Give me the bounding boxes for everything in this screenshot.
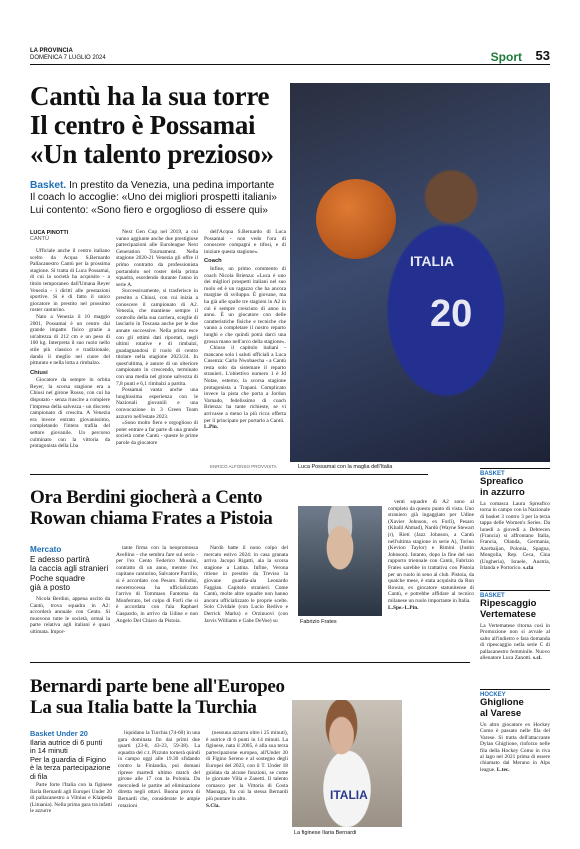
paragraph: Nicola Berdini, appena uscito da Cantù, trova squadra in A2: accorderà annuale con Cento. Si muovono tutte le società, ormai la parte relativa agli italiani è quasi ultimata. Impor- (30, 596, 110, 635)
third-column-1 (30, 782, 112, 828)
brief-text: Un altro giocatore ex Hockey Como è passato nelle fila del Varese. Si tratta dell'attaccante Dylan Ghiglione, rinforzo nelle fila della Hockey Como in riva al lago nel 2021 prima di essere chiamato dal Merano in Alps league. (480, 722, 550, 773)
masthead (30, 48, 106, 62)
brief-body (480, 501, 550, 601)
basketball (316, 179, 396, 259)
signature: S.Cla. (206, 802, 220, 809)
deck-line: Ilaria autrice di 6 punti (30, 737, 103, 747)
photo-caption: La figinese Ilaria Bernardi (294, 830, 357, 836)
brief-tag: HOCKEY (480, 692, 506, 698)
second-column-1 (30, 596, 110, 650)
paragraph: Successivamente, si trasferisce in prestito a Chiusi, con cui inizia a conoscere il campionato di A2. Venezia, che mantiene sempre il controllo della sua carriera, sceglie di lasciarlo in Toscana anche per le due annate successive. Nella prima esce con gli ottimi dati riportati, negli ultimi rotative e di rimbalzi, guadagnandosi il ruolo di centro titolare nella stagione 2023/24. In quest'ultima, è autore di un ulteriore campionato in crescendo, terminato con una media nel girone salvezza di 7,8 punti e 6,1 rimbalzi a partita. (116, 288, 198, 387)
photo-credit: ENRICO ALFONSO PROVVISTA (210, 464, 277, 469)
signature: L.tec. (496, 766, 510, 773)
bernardi-photo (292, 700, 402, 827)
subheading: Coach (204, 258, 222, 265)
page-number: 53 (535, 48, 550, 63)
author-name: LUCA PINOTTI (30, 230, 69, 236)
paragraph: «Sono molto fiero e orgoglioso di poter entrare a far parte di una grande società come Cantù - queste le prime parole da giocatore (116, 420, 198, 446)
deck-line: già a posto (30, 583, 71, 593)
photo-caption: Luca Possamai con la maglia dell'Italia (298, 464, 393, 470)
subheading: Chiusi (30, 369, 48, 376)
main-column-3 (204, 229, 286, 460)
sidebar-rule (480, 590, 550, 591)
paragraph: (nessuna azzurra oltre i 25 minuti), è autrice di 6 punti in 14 minuti. La figinese, nata il 2005, è alla sua terza partecipazione europea, all'Under 20 di Figino Sereno e al sostegno degli Europei del 2023, con il T. Under 18 guidata da alcune funzioni, se come le giornate Villa e Zanetti. Il talento comasco per la Vittoria di Costa Masnaga, fra cui la stessa Bernardi più puntare in alto. (206, 730, 288, 802)
paragraph: Giocatore da sempre in orbita Reyer, la scorsa stagione era a Chiusi nel girone Rosso, con cui ha disputato - senza riuscire a compiere l'impresa della salvezza - un discreto campionato di crescita. A Venezia era invece entrato giovanissimo, completando l'intera trafila del settore giovanile. Un percorso culminato con la vittoria da protagonista della Lba (30, 377, 110, 450)
headline-line: Il centro è Possamai (30, 110, 256, 140)
brief-title-line: Ripescaggio (480, 598, 537, 609)
brief-title (480, 698, 550, 719)
section-label: Sport (490, 50, 522, 64)
second-deck (30, 545, 110, 593)
paragraph: Next Gen Cup nel 2019, a cui vanno aggiunte anche due prestigiose partecipazioni alle Euroleague Next Generation Tournament. Nella stagione 2020-21 Venezia gli offre il primo contratto da professionista portandolo nel roster della prima squadra, esordendo durante l'anno in serie A. (116, 229, 198, 288)
main-column-2 (116, 229, 198, 460)
paragraph: venti squadre di A2 sono al completo da questo punto di vista. Uno straniero già ingaggiato per Udine (Xavier Johnson, ex Forlì), Pesaro (Khalil Ahmad), Nardò (Wayne Stewart jr), Rieti (Jazz Johnson, a Cantù nell'ultima stagione in serie A), Torino (Kevion Taylor) e Rimini (Justin Johnson). Intanto, dopo la fine del suo rapporto triennale con Cantù, Fabrizio Frates sarebbe in trattativa con Pistoia per un ruolo in seno al club. Pistoia, da qualche mese, è stata acquisita da Ron Rowan, ex giocatore statunitense di Cantù, e potrebbe affidare al tecnico milanese un ruolo importante in Italia. (388, 499, 474, 604)
third-headline (30, 676, 330, 718)
photo-caption: Fabrizio Frates (300, 619, 337, 625)
headline-line: Ora Berdini giocherà a Cento (30, 487, 263, 508)
main-kicker: Basket. (30, 180, 67, 191)
deck-line: Lui contento: «Sono fiero e orgoglioso di essere qui» (30, 204, 268, 216)
deck-line: la caccia agli stranieri (30, 564, 109, 574)
signature: L.Spe.-L.Pin. (388, 604, 419, 611)
brief-text: La comasca Laura Spreafico torna in campo con la Nazionale di basket 3 contro 3 per la terza tappa delle Women's Series. Da lunedì a giovedì a Debrecen (Francia) si affrontano Italia, Francia, Olanda, Germania, Azerbaijan, Polonia, Spagna, Mongolia, Rep. Ceca, Cina (Ungheria), Israele, Austria, Irlanda e Portorico. (480, 501, 550, 572)
brief-title (480, 477, 550, 498)
main-byline (30, 230, 68, 242)
brief-body (480, 623, 550, 687)
issue-date: DOMENICA 7 LUGLIO 2024 (30, 55, 106, 61)
brief-tag: BASKET (480, 471, 505, 477)
headline-line: La sua Italia batte la Turchia (30, 697, 257, 718)
jersey-text: ITALIA (410, 253, 455, 269)
brief-title-line: Spreafico (480, 476, 524, 487)
brief-title-line: al Varese (480, 707, 522, 719)
main-deck (30, 180, 288, 217)
brief-spreafico (480, 471, 550, 601)
brief-title-line: Ghiglione (480, 697, 524, 708)
second-column-2 (116, 545, 198, 649)
paragraph: Parte forte l'Italia con la figinese Ilaria Bernardi agli Europei Under 20 di pallacanestro a Vilnius e Klaipeda (Lituania). Nella prima gara tra infatti le azzurre (30, 782, 112, 815)
brief-text: La Vertematese ritorna così in Promozione non si avvale al salto all'indietro e fara domanda di ripescaggio nella serie C di pallacanestro femminile. Nuovo allenatore Luca Zanotti. (480, 623, 550, 662)
headline-line: Cantù ha la sua torre (30, 81, 270, 111)
brief-tag: BASKET (480, 593, 505, 599)
third-kicker: Basket Under 20 (30, 729, 88, 738)
player-photo (290, 83, 550, 462)
jersey-number: 20 (430, 293, 473, 335)
deck-line: Il coach lo accoglie: «Uno dei migliori prospetti italiani» (30, 192, 277, 204)
signature: s.cla (523, 565, 534, 572)
paragraph: Infine, un primo commento di coach Nicola Brienza: «Luca è uno dei migliori prospetti italiani nel suo ruolo ed è un ragazzo che ha ancora margine di sviluppo. È giovane, ma ha già alle spalle tre stagioni in A2 in cui è sempre cresciuto di anno in anno. È un giocatore con delle caratteristiche fisiche e tecniche che vanno a completare il nostro reparto lunghi e che quindi potrà darci una grossa mano nell'arco della stagione». (204, 265, 286, 345)
brief-title-line: in azzurro (480, 486, 525, 498)
paragraph: Nardò batte il nono colpo del mercato estivo 2024: in casa granata arriva Jacopo Rigatti, ala la scorsa stagione a Latina. Infine, Verona ritiene in prestito da Treviso la giovane guardia-ala Leonardo Faggian. Capitolo stranieri. Come Cantù, molte altre squadre non hanno ancora ufficializzato le proprie scelte. Solo Cividale (con Lucio Redivo e Derrick Marks) e Orzinuovi (con Jarvis Williams e Gabe DeVoe) su (204, 545, 288, 624)
deck-line: è la terza partecipazione di fila (30, 763, 111, 781)
second-column-3 (204, 545, 288, 649)
newspaper-name: LA PROVINCIA (30, 48, 73, 54)
paragraph: liquidano la Turchia (74-60) in una gara dominata fin dai primi due quarti (23-8, 43-23, 59-38). La squadra del c.t. Pizzuto tornerà quindi in campo oggi alle 19.30 sfidando contro la Finlandia, poi domani riprese martedì ultimo match del girone alle 17 con la Polonia. Da mercoledì le partite ad eliminazione diretta negli ottavi. Buona prova di Bernardi che, considerate le ampie rotazioni (118, 730, 200, 809)
sidebar-rule (480, 468, 550, 469)
paragraph: tante firma con la neopromossa Avellino - che sembra fare sul serio - per l'ex Cento Federico Mussini, contratto di un anno, mentre l'ex capitano canturino, Salvatore Parrillo, si è accordato con Pesaro. Brindisi, neoretrocessa ha ufficializzato l'arrivo di Tommaso Fantoma da Monferrato, bel colpo di Forlì che si è accordata con l'ala Raphael Gaspardo, in arrivo da Udine e non Angelo Del Chiaro da Pistoia. (116, 545, 198, 624)
deck-line: In prestito da Venezia, una pedina importante (69, 180, 275, 191)
paragraph: dell'Acqua S.Bernardo di Luca Possamai - non vedo l'ora di conoscere compagni e tifosi, e di iniziare questa stagione». (204, 229, 286, 255)
brief-vertematese (480, 593, 550, 687)
second-column-4 (388, 499, 474, 645)
second-kicker: Mercato (30, 545, 62, 554)
brief-ghiglione (480, 692, 550, 832)
header-rule (30, 64, 550, 65)
deck-line: in 14 minuti (30, 746, 68, 756)
paragraph: Ufficiale anche il centro italiano scelto da Acqua S.Bernardo Pallacanestro Cantù per la prossima stagione. Si tratta di Luca Possamai, di cui la società ha acquisito - a titolo temporaneo dall'Umana Reyer Venezia - i diritti alle prestazioni sportive. Si è di fatto il unico giocatore in prestito nel prossimo roster canturino. (30, 248, 110, 314)
section-divider (30, 474, 428, 475)
brief-title-line: Vertematese (480, 608, 536, 620)
dateline-city: CANTÙ (30, 236, 49, 242)
jersey-text: ITALIA (330, 788, 368, 802)
second-headline (30, 487, 292, 529)
paragraph: Nato a Venezia il 10 maggio 2001, Possamai è un centro dal grande impatto fisico grazie a un'altezza di 212 cm e un peso di 100 kg. Interpreta il suo ruolo nello stile più classico e tradizionale, dando il meglio nel cuore del pitturato e nella lotta a rimbalzo. (30, 313, 110, 367)
third-column-3 (206, 730, 288, 828)
deck-line: E adesso partirà (30, 554, 90, 564)
frates-photo (298, 506, 382, 616)
paragraph: Possamai vanta anche una lunghissima esperienza con le Nazionali giovanili e una convocazione in 3 Green Team azzurro nell'estate 2023. (116, 387, 198, 420)
third-column-2 (118, 730, 200, 828)
brief-body (480, 722, 550, 832)
sidebar-rule (480, 689, 550, 690)
paragraph: Chiuso il capitolo italiani - mancano solo i saluti ufficiali a Luca Cusenza: Carlo Nwobaecha - a Cantù resta solo da sistemare il reparto stranieri. L'obiettivo numero 1 è Jd Notae, esterno, la scorsa stagione protagonista a Trapani. Complicato invece la pista che porta a Jordon Varnado, fedelissimo di coach Brienza: ha tante richieste, se vi arrivasse a meno la più ricca offerta per il principato per portarlo a Cantù. (204, 345, 286, 424)
brief-title (480, 599, 550, 620)
third-deck (30, 730, 118, 782)
signature: L.Pin. (204, 424, 219, 431)
signature: s.cl. (533, 655, 542, 662)
deck-line: Per la guardia di Figino (30, 754, 107, 764)
main-headline (30, 82, 290, 169)
headline-line: «Un talento prezioso» (30, 139, 274, 169)
section-divider (30, 662, 470, 663)
headline-line: Bernardi parte bene all'Europeo (30, 676, 285, 697)
deck-line: Poche squadre (30, 573, 86, 583)
main-column-1 (30, 248, 110, 460)
headline-line: Rowan chiama Frates a Pistoia (30, 508, 273, 529)
